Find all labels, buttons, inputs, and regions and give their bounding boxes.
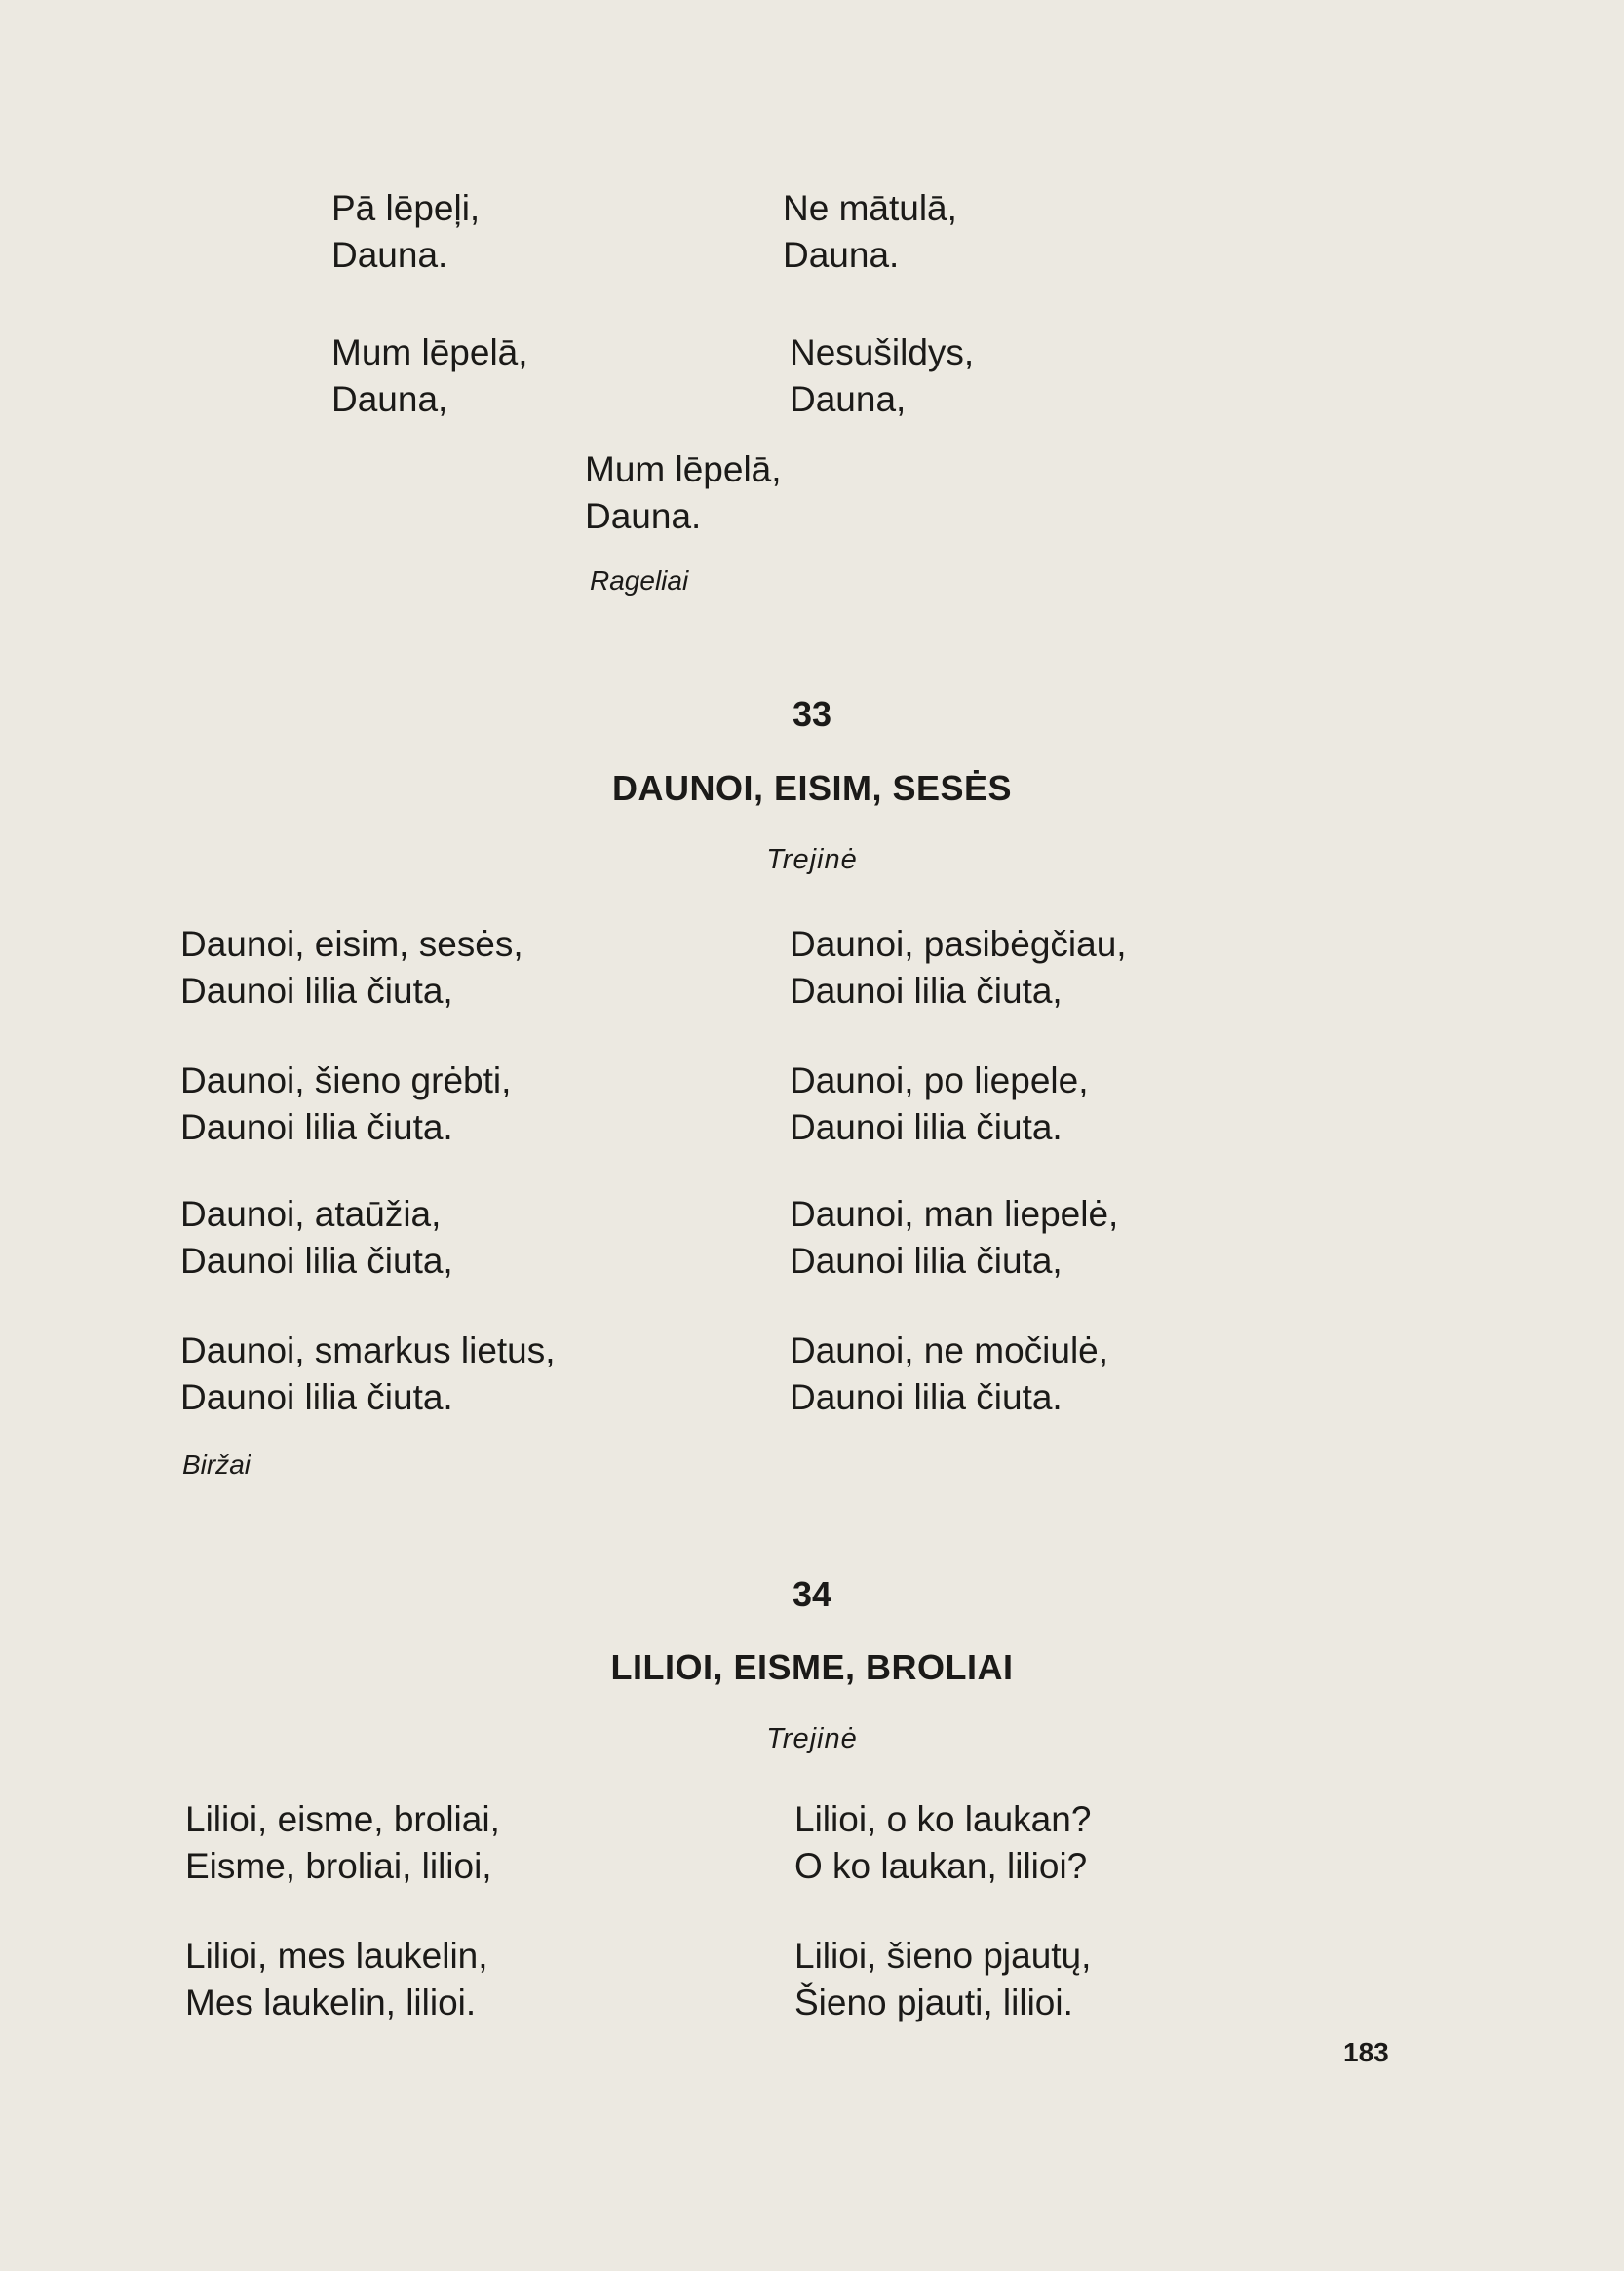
verse-line: Mum lēpelā, — [331, 332, 528, 372]
top-stanza-1-right — [783, 185, 957, 279]
top-stanza-2-right — [790, 329, 974, 423]
song34-stanza-1-right — [794, 1796, 1091, 1890]
verse-line: Dauna, — [331, 379, 448, 419]
verse-line: O ko laukan, lilioi? — [794, 1846, 1088, 1886]
verse-line: Daunoi lilia čiuta. — [790, 1107, 1063, 1147]
verse-line: Ne mātulā, — [783, 188, 957, 228]
verse-line: Daunoi lilia čiuta, — [790, 1241, 1063, 1281]
song33-stanza-1-left — [180, 921, 523, 1015]
verse-line: Eisme, broliai, lilioi, — [185, 1846, 492, 1886]
song33-stanza-1-right — [790, 921, 1127, 1015]
song-genre: Trejinė — [766, 844, 858, 875]
verse-line: Dauna. — [331, 235, 448, 275]
verse-line: Daunoi, po liepele, — [790, 1060, 1089, 1100]
verse-line: Daunoi, šieno grėbti, — [180, 1060, 512, 1100]
top-stanza-2-left — [331, 329, 528, 423]
page-number: 183 — [1343, 2037, 1389, 2067]
song-title: DAUNOI, EISIM, SESĖS — [611, 768, 1013, 808]
verse-line: Daunoi lilia čiuta. — [180, 1107, 453, 1147]
verse-line: Daunoi lilia čiuta. — [790, 1377, 1063, 1417]
song33-stanza-3-left — [180, 1191, 453, 1285]
song-title: LILIOI, EISME, BROLIAI — [610, 1647, 1014, 1687]
place-label: Biržai — [182, 1449, 251, 1480]
verse-line: Daunoi, smarkus lietus, — [180, 1330, 556, 1370]
top-final-stanza — [585, 446, 782, 540]
verse-line: Lilioi, mes laukelin, — [185, 1936, 488, 1976]
verse-line: Daunoi, eisim, sesės, — [180, 924, 523, 964]
verse-line: Daunoi, ataūžia, — [180, 1194, 442, 1234]
song33-stanza-2-left — [180, 1058, 511, 1151]
verse-line: Daunoi lilia čiuta, — [790, 971, 1063, 1011]
verse-line: Dauna. — [783, 235, 900, 275]
verse-line: Daunoi lilia čiuta, — [180, 1241, 453, 1281]
song33-stanza-2-right — [790, 1058, 1089, 1151]
verse-line: Mes laukelin, lilioi. — [185, 1982, 477, 2022]
song33-stanza-3-right — [790, 1191, 1118, 1285]
song34-stanza-2-left — [185, 1933, 488, 2026]
verse-line: Daunoi, ne močiulė, — [790, 1330, 1109, 1370]
top-stanza-1-left — [331, 185, 480, 279]
song34-stanza-2-right — [794, 1933, 1091, 2026]
verse-line: Lilioi, eisme, broliai, — [185, 1799, 500, 1839]
verse-line: Dauna, — [790, 379, 907, 419]
song-genre: Trejinė — [766, 1723, 858, 1754]
verse-line: Dauna. — [585, 496, 702, 536]
verse-line: Daunoi lilia čiuta, — [180, 971, 453, 1011]
song33-stanza-4-left — [180, 1328, 556, 1421]
place-label: Rageliai — [590, 565, 689, 596]
verse-line: Mum lēpelā, — [585, 449, 782, 489]
verse-line: Nesušildys, — [790, 332, 975, 372]
verse-line: Daunoi lilia čiuta. — [180, 1377, 453, 1417]
verse-line: Lilioi, šieno pjautų, — [794, 1936, 1092, 1976]
verse-line: Daunoi, man liepelė, — [790, 1194, 1119, 1234]
song-number: 33 — [792, 694, 832, 734]
song33-stanza-4-right — [790, 1328, 1108, 1421]
verse-line: Šieno pjauti, lilioi. — [794, 1982, 1073, 2022]
song34-stanza-1-left — [185, 1796, 500, 1890]
verse-line: Daunoi, pasibėgčiau, — [790, 924, 1127, 964]
song-number: 34 — [792, 1574, 832, 1614]
verse-line: Pā lēpeļi, — [331, 188, 481, 228]
verse-line: Lilioi, o ko laukan? — [794, 1799, 1092, 1839]
